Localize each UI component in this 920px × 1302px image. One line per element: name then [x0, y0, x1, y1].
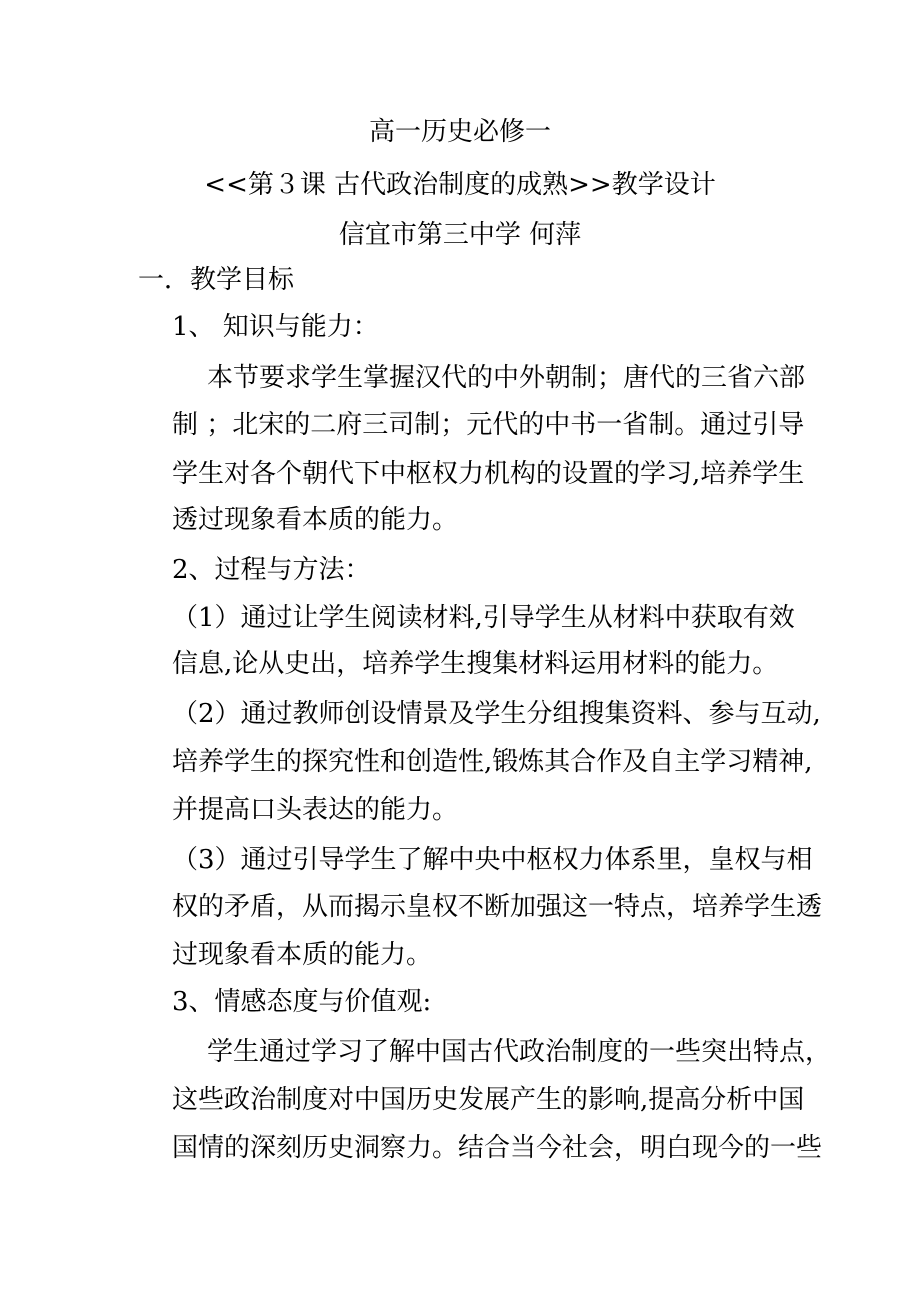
subject-heading: 高一历史必修一: [368, 117, 551, 147]
paragraph-line: 国情的深刻历史洞察力。结合当今社会，明白现今的一些: [172, 1133, 823, 1163]
paragraph-line: （1）通过让学生阅读材料,引导学生从材料中获取有效: [172, 603, 795, 633]
paragraph-line: 学生对各个朝代下中枢权力机构的设置的学习,培养学生: [172, 459, 805, 489]
paragraph-line: 培养学生的探究性和创造性,锻炼其合作及自主学习精神,: [172, 747, 813, 777]
item-heading: 3、情感态度与价值观:: [172, 987, 432, 1017]
paragraph-line: 并提高口头表达的能力。: [172, 795, 459, 825]
paragraph-line: （3）通过引导学生了解中央中枢权力体系里，皇权与相: [172, 845, 813, 875]
paragraph-line: 学生通过学习了解中国古代政治制度的一些突出特点，: [207, 1037, 832, 1067]
section-heading: 一．教学目标: [138, 265, 295, 295]
paragraph-line: 制 ；北宋的二府三司制；元代的中书一省制。通过引导: [172, 410, 805, 440]
paragraph-line: （2）通过教师创设情景及学生分组搜集资料、参与互动,: [172, 699, 821, 729]
author-line: 信宜市第三中学 何萍: [338, 220, 582, 250]
paragraph-line: 信息,论从史出，培养学生搜集材料运用材料的能力。: [172, 649, 779, 679]
paragraph-line: 权的矛盾，从而揭示皇权不断加强这一特点，培养学生透: [172, 892, 823, 922]
paragraph-line: 过现象看本质的能力。: [172, 940, 433, 970]
paragraph-line: 本节要求学生掌握汉代的中外朝制；唐代的三省六部: [207, 363, 806, 393]
item-heading: 2、过程与方法：: [172, 555, 371, 585]
paragraph-line: 这些政治制度对中国历史发展产生的影响,提高分析中国: [172, 1085, 805, 1115]
paragraph-line: 透过现象看本质的能力。: [172, 505, 459, 535]
item-heading: 1、 知识与能力：: [172, 312, 379, 342]
document-title: <<第３课 古代政治制度的成熟>>教学设计: [204, 170, 716, 200]
